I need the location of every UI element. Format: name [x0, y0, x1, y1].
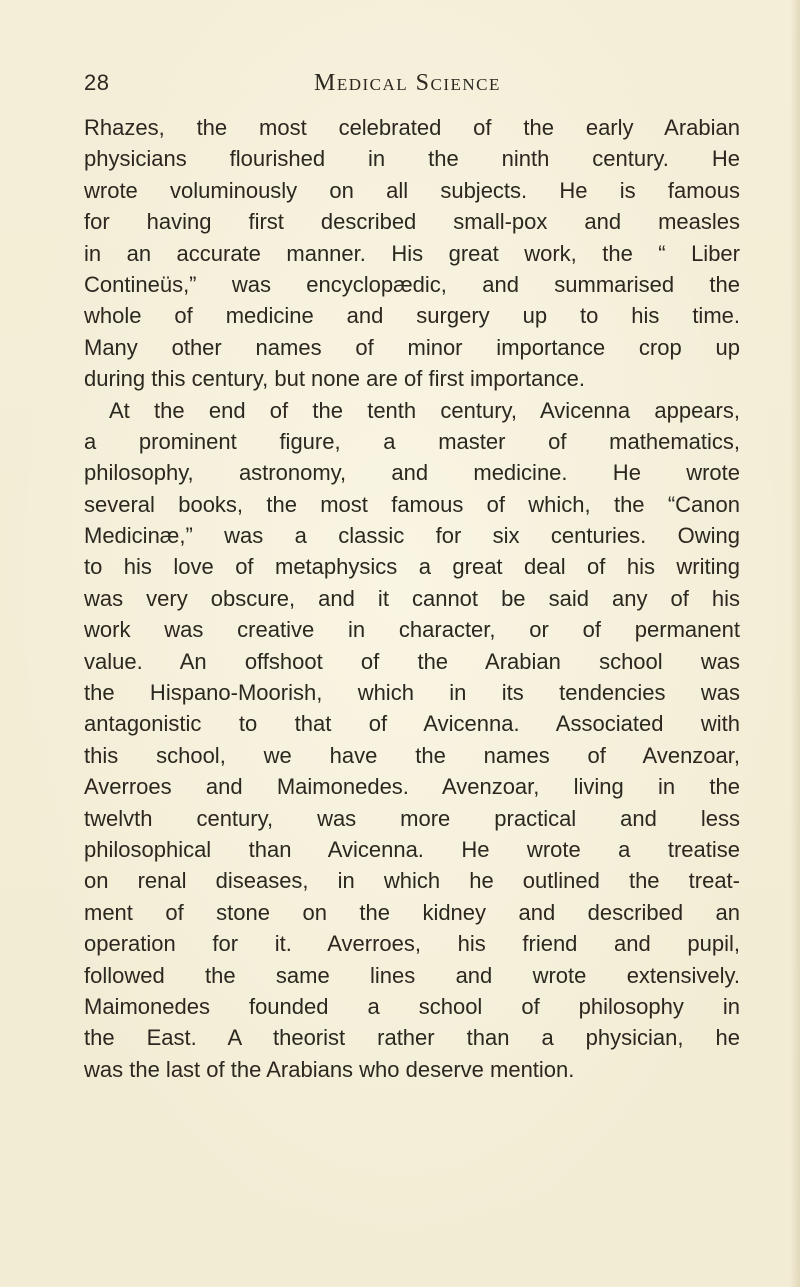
text-line: wrote voluminously on all subjects. He is famous [84, 177, 740, 203]
text-line: on renal diseases, in which he outlined the treat- [84, 868, 740, 894]
text-line: Maimonedes founded a school of philosophy in [84, 993, 740, 1019]
text-line: a prominent figure, a master of mathematics, [84, 428, 740, 454]
text-line: antagonistic to that of Avicenna. Associated with [84, 711, 740, 737]
text-line: Many other names of minor importance crop up [84, 334, 740, 360]
text-line: philosophy, astronomy, and medicine. He wrote [84, 460, 740, 486]
text-line: this school, we have the names of Avenzoar, [84, 742, 740, 768]
running-head [84, 70, 564, 104]
text-line: twelvth century, was more practical and less [84, 805, 740, 831]
running-title: Medical Science [314, 70, 501, 96]
text-line: operation for it. Averroes, his friend and pupil, [84, 931, 740, 957]
text-line: Contineüs,” was encyclopædic, and summarised the [84, 271, 740, 297]
text-line: Averroes and Maimonedes. Avenzoar, living in the [84, 774, 740, 800]
text-line: in an accurate manner. His great work, the “ Liber [84, 240, 740, 266]
text-line: for having first described small-pox and measles [84, 209, 740, 235]
text-line: ment of stone on the kidney and described an [84, 899, 740, 925]
text-line: Medicinæ,” was a classic for six centuries. Owing [84, 523, 740, 549]
text-line: several books, the most famous of which, the “Canon [84, 491, 740, 517]
text-line: during this century, but none are of first importance. [84, 366, 585, 392]
text-line: the Hispano-Moorish, which in its tendencies was [84, 680, 740, 706]
text-line: Rhazes, the most celebrated of the early Arabian [84, 115, 740, 140]
page-edge-shadow [790, 0, 800, 1287]
text-line: the East. A theorist rather than a physician, he [84, 1025, 740, 1051]
text-line: whole of medicine and surgery up to his time. [84, 303, 740, 329]
body-text [84, 112, 740, 1085]
text-line: work was creative in character, or of permanent [84, 617, 740, 643]
text-line: was the last of the Arabians who deserve mention. [84, 1056, 575, 1082]
text-line: value. An offshoot of the Arabian school was [84, 648, 740, 674]
text-line: At the end of the tenth century, Avicenna appears, [109, 397, 740, 423]
text-line: followed the same lines and wrote extensively. [84, 962, 740, 988]
page-number: 28 [84, 70, 110, 95]
text-line: philosophical than Avicenna. He wrote a treatise [84, 836, 740, 862]
text-line: physicians flourished in the ninth century. He [84, 146, 740, 172]
text-line: was very obscure, and it cannot be said any of his [84, 585, 740, 611]
text-line: to his love of metaphysics a great deal of his writing [84, 554, 740, 580]
